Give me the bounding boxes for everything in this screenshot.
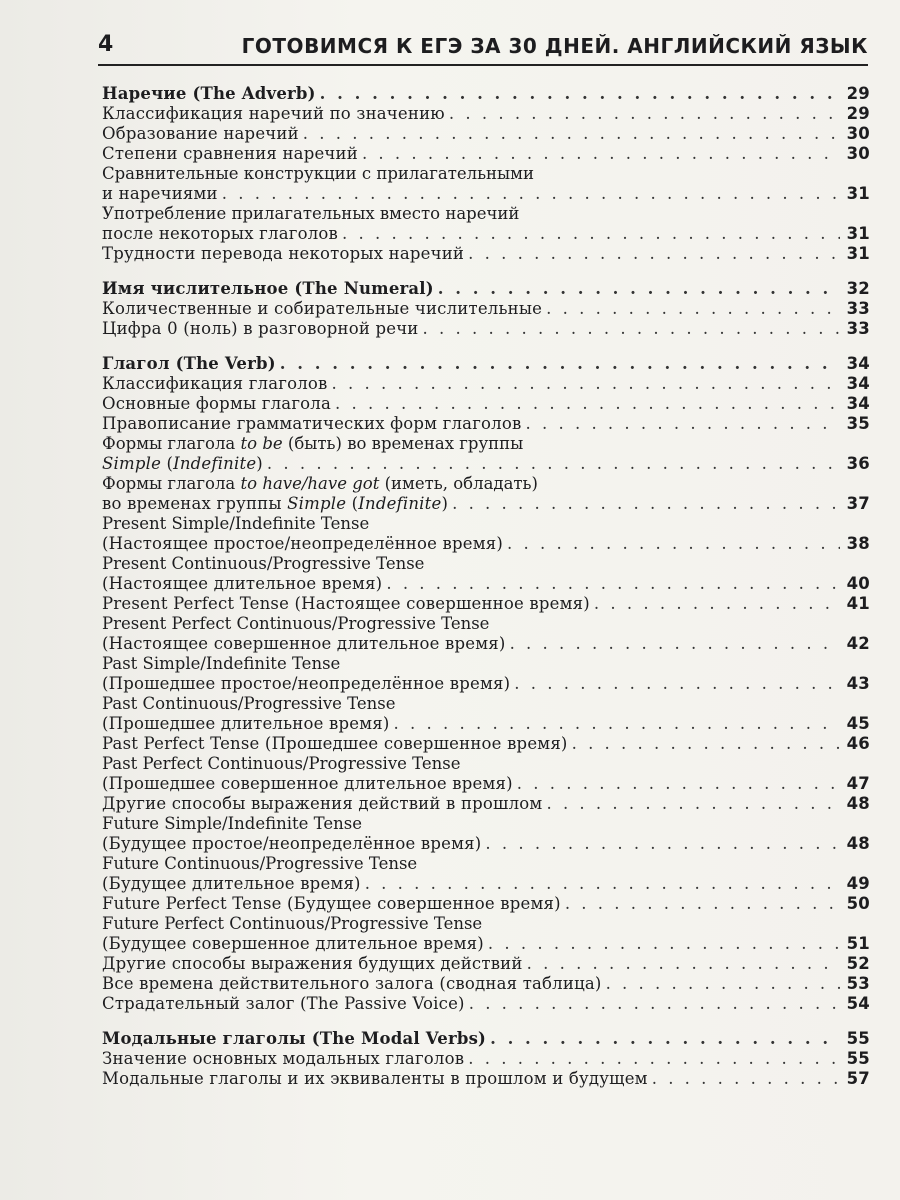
- toc-entry[interactable]: Future Perfect Tense (Будущее совершенное время) . . . 50: [102, 894, 870, 914]
- toc-entry[interactable]: Past Simple/Indefinite Tense (Прошедшее простое/неопределённое время) . . . 43: [102, 654, 870, 694]
- running-title: ГОТОВИМСЯ К ЕГЭ ЗА 30 ДНЕЙ. АНГЛИЙСКИЙ ЯЗЫК: [241, 34, 868, 58]
- toc-entry[interactable]: Формы глагола to be (быть) во временах группы Simple (Indefinite) . . . 36: [102, 434, 870, 474]
- toc-entry[interactable]: Present Perfect Continuous/Progressive Tense (Настоящее совершенное длительное время) . . . 42: [102, 614, 870, 654]
- toc-entry[interactable]: Основные формы глагола . . . 34: [102, 394, 870, 414]
- toc-entry[interactable]: Другие способы выражения действий в прошлом . . . 48: [102, 794, 870, 814]
- table-of-contents: [102, 84, 870, 1104]
- toc-heading[interactable]: Имя числительное (The Numeral) . . . 32: [102, 279, 870, 299]
- toc-section-verb: [102, 354, 870, 1014]
- toc-entry[interactable]: Формы глагола to have/have got (иметь, обладать) во временах группы Simple (Indefinite) . . . 37: [102, 474, 870, 514]
- toc-entry[interactable]: Количественные и собирательные числительные . . . 33: [102, 299, 870, 319]
- toc-entry[interactable]: Future Continuous/Progressive Tense (Будущее длительное время) . . . 49: [102, 854, 870, 894]
- toc-entry[interactable]: Past Perfect Continuous/Progressive Tense (Прошедшее совершенное длительное время) . . . 47: [102, 754, 870, 794]
- toc-entry[interactable]: Образование наречий . . . 30: [102, 124, 870, 144]
- toc-entry[interactable]: Трудности перевода некоторых наречий . . . 31: [102, 244, 870, 264]
- toc-heading[interactable]: Наречие (The Adverb) . . . 29: [102, 84, 870, 104]
- toc-entry[interactable]: Future Perfect Continuous/Progressive Tense (Будущее совершенное длительное время) . . . 51: [102, 914, 870, 954]
- toc-entry[interactable]: Present Simple/Indefinite Tense (Настоящее простое/неопределённое время) . . . 38: [102, 514, 870, 554]
- page-header: [98, 30, 868, 66]
- toc-entry[interactable]: Цифра 0 (ноль) в разговорной речи . . . 33: [102, 319, 870, 339]
- toc-entry[interactable]: Сравнительные конструкции с прилагательными и наречиями . . . 31: [102, 164, 870, 204]
- toc-entry[interactable]: Значение основных модальных глаголов . . . 55: [102, 1049, 870, 1069]
- toc-entry[interactable]: Классификация глаголов . . . 34: [102, 374, 870, 394]
- toc-section-modal: [102, 1029, 870, 1089]
- toc-heading[interactable]: Глагол (The Verb) . . . 34: [102, 354, 870, 374]
- toc-section-numeral: [102, 279, 870, 339]
- toc-entry[interactable]: Present Continuous/Progressive Tense (Настоящее длительное время) . . . 40: [102, 554, 870, 594]
- page-number: 4: [98, 32, 114, 57]
- toc-entry[interactable]: Present Perfect Tense (Настоящее совершенное время) . . . 41: [102, 594, 870, 614]
- toc-entry[interactable]: Степени сравнения наречий . . . 30: [102, 144, 870, 164]
- toc-entry[interactable]: Классификация наречий по значению . . . 29: [102, 104, 870, 124]
- toc-entry[interactable]: Употребление прилагательных вместо наречий после некоторых глаголов . . . 31: [102, 204, 870, 244]
- toc-entry[interactable]: Past Continuous/Progressive Tense (Прошедшее длительное время) . . . 45: [102, 694, 870, 734]
- toc-heading[interactable]: Модальные глаголы (The Modal Verbs) . . . 55: [102, 1029, 870, 1049]
- toc-section-adverb: [102, 84, 870, 264]
- toc-entry[interactable]: Все времена действительного залога (сводная таблица) . . . 53: [102, 974, 870, 994]
- toc-entry[interactable]: Модальные глаголы и их эквиваленты в прошлом и будущем . . . 57: [102, 1069, 870, 1089]
- toc-entry[interactable]: Страдательный залог (The Passive Voice) . . . 54: [102, 994, 870, 1014]
- toc-entry[interactable]: Past Perfect Tense (Прошедшее совершенное время) . . . 46: [102, 734, 870, 754]
- toc-entry[interactable]: Future Simple/Indefinite Tense (Будущее простое/неопределённое время) . . . 48: [102, 814, 870, 854]
- toc-entry[interactable]: Правописание грамматических форм глаголов . . . 35: [102, 414, 870, 434]
- toc-entry[interactable]: Другие способы выражения будущих действий . . . 52: [102, 954, 870, 974]
